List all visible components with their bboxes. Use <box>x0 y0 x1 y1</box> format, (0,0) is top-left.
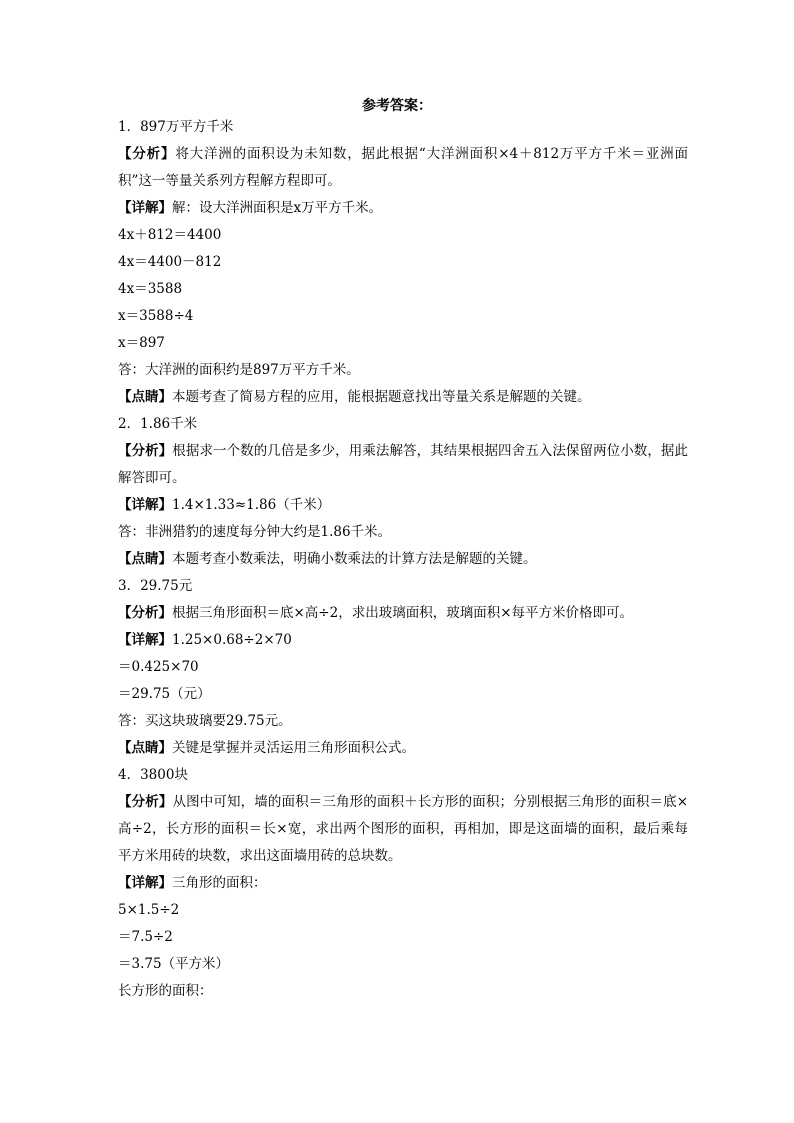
q4-detail <box>118 870 688 897</box>
q4-rect-label: 长方形的面积： <box>118 983 213 999</box>
q1-detail <box>118 195 688 222</box>
q3-detail <box>118 627 688 654</box>
q2-answer: 2．1.86千米 <box>118 416 198 432</box>
comment-tag: 【点睛】 <box>118 740 172 756</box>
q1-comment-text: 本题考查了简易方程的应用，能根据题意找出等量关系是解题的关键。 <box>172 389 591 405</box>
q1-step: 4x＝3588 <box>118 281 183 297</box>
q1-step: x＝3588÷4 <box>118 308 194 324</box>
q4-step: ＝7.5÷2 <box>118 929 173 945</box>
q3-analysis <box>118 600 688 627</box>
q3-detail-text: 1.25×0.68÷2×70 <box>172 632 292 648</box>
q3-step: ＝29.75（元） <box>118 686 211 702</box>
q1-detail-text: 解：设大洋洲面积是x万平方千米。 <box>172 200 383 216</box>
q1-step: x＝897 <box>118 335 165 351</box>
q3-comment <box>118 735 688 762</box>
detail-tag: 【详解】 <box>118 497 172 513</box>
q1-step: 4x＝4400－812 <box>118 254 222 270</box>
q3-reply: 答：买这块玻璃要29.75元。 <box>118 713 292 729</box>
q3-answer: 3．29.75元 <box>118 578 193 594</box>
q3-comment-text: 关键是掌握并灵活运用三角形面积公式。 <box>172 740 415 756</box>
q1-comment <box>118 384 688 411</box>
q1-step: 4x＋812＝4400 <box>118 227 222 243</box>
detail-tag: 【详解】 <box>118 632 172 648</box>
analysis-tag: 【分析】 <box>118 146 176 162</box>
q1-reply: 答：大洋洲的面积约是897万平方千米。 <box>118 362 360 378</box>
q2-analysis <box>118 438 688 492</box>
q2-comment-text: 本题考查小数乘法，明确小数乘法的计算方法是解题的关键。 <box>172 551 537 567</box>
q4-step: 5×1.5÷2 <box>118 902 180 918</box>
analysis-tag: 【分析】 <box>118 794 173 810</box>
detail-tag: 【详解】 <box>118 200 172 216</box>
analysis-tag: 【分析】 <box>118 443 173 459</box>
q2-detail-text: 1.4×1.33≈1.86（千米） <box>172 497 331 513</box>
comment-tag: 【点睛】 <box>118 551 172 567</box>
q2-analysis-text: 根据求一个数的几倍是多少，用乘法解答，其结果根据四舍五入法保留两位小数，据此解答即可。 <box>118 443 689 486</box>
q4-detail-text: 三角形的面积： <box>172 875 267 891</box>
comment-tag: 【点睛】 <box>118 389 172 405</box>
q4-step: ＝3.75（平方米） <box>118 956 230 972</box>
q2-comment <box>118 546 688 573</box>
page-title: 参考答案： <box>362 98 432 114</box>
analysis-tag: 【分析】 <box>118 605 172 621</box>
q3-step: ＝0.425×70 <box>118 659 199 675</box>
q1-answer: 1．897万平方千米 <box>118 119 234 135</box>
q4-answer: 4．3800块 <box>118 767 188 783</box>
q4-analysis-text: 从图中可知，墙的面积＝三角形的面积＋长方形的面积；分别根据三角形的面积＝底×高÷2，长方形的面积＝长×宽，求出两个图形的面积，再相加，即是这面墙的面积，最后乘每平方米用砖的块数，求出这面墙用砖的总块数。 <box>118 794 689 864</box>
answer-content <box>118 114 688 1005</box>
q2-reply: 答：非洲猎豹的速度每分钟大约是1.86千米。 <box>118 524 392 540</box>
detail-tag: 【详解】 <box>118 875 172 891</box>
q2-detail <box>118 492 688 519</box>
q4-analysis <box>118 789 688 870</box>
q1-analysis-text: 将大洋洲的面积设为未知数，据此根据“大洋洲面积×4＋812万平方千米＝亚洲面积”这一等量关系列方程解方程即可。 <box>118 146 688 189</box>
q1-analysis <box>118 141 688 195</box>
q3-analysis-text: 根据三角形面积＝底×高÷2，求出玻璃面积，玻璃面积×每平方米价格即可。 <box>172 605 634 621</box>
